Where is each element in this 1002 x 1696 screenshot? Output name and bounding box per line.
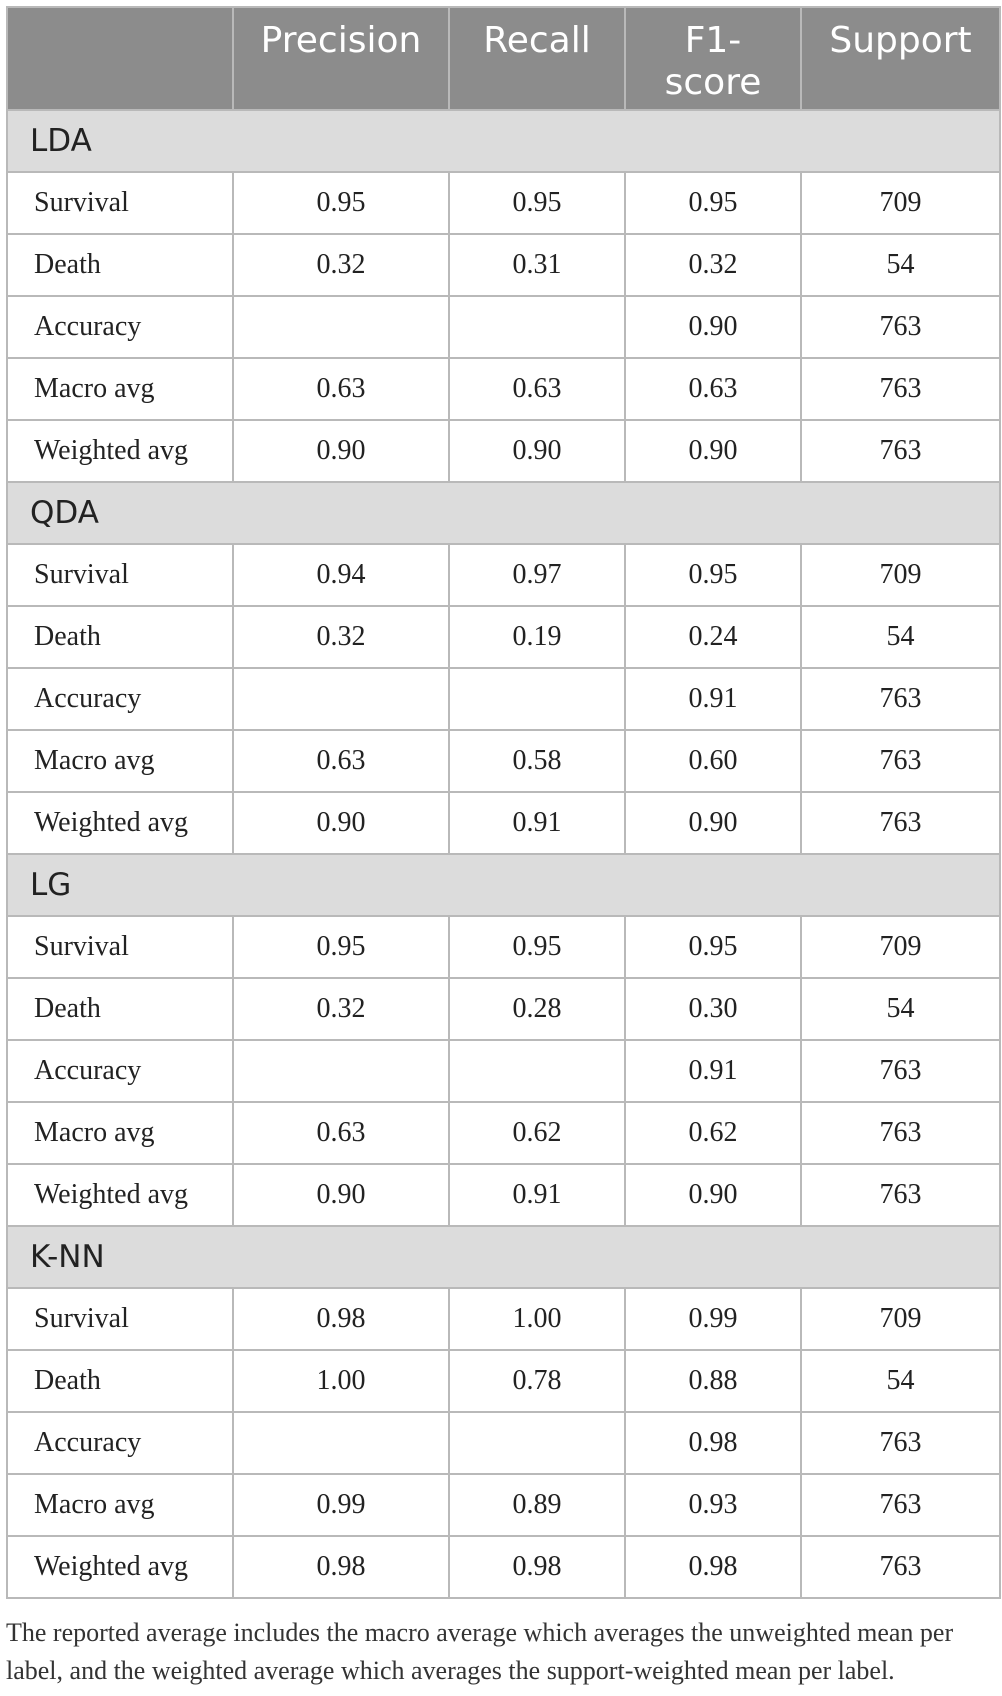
cell-recall: 0.28 bbox=[449, 978, 625, 1040]
cell-recall: 0.63 bbox=[449, 358, 625, 420]
cell-f1: 0.88 bbox=[625, 1350, 801, 1412]
cell-recall: 1.00 bbox=[449, 1288, 625, 1350]
cell-precision: 0.32 bbox=[233, 234, 449, 296]
row-label: Accuracy bbox=[7, 1040, 233, 1102]
table-row bbox=[7, 544, 1000, 606]
model-group-label: LDA bbox=[7, 110, 1000, 172]
row-label: Weighted avg bbox=[7, 420, 233, 482]
cell-f1: 0.30 bbox=[625, 978, 801, 1040]
cell-precision: 1.00 bbox=[233, 1350, 449, 1412]
row-label: Survival bbox=[7, 916, 233, 978]
table-row bbox=[7, 1040, 1000, 1102]
cell-precision bbox=[233, 296, 449, 358]
row-label: Macro avg bbox=[7, 730, 233, 792]
cell-support: 763 bbox=[801, 792, 1000, 854]
cell-f1: 0.91 bbox=[625, 1040, 801, 1102]
table-body bbox=[7, 110, 1000, 1598]
table-row bbox=[7, 792, 1000, 854]
cell-recall: 0.97 bbox=[449, 544, 625, 606]
cell-precision: 0.63 bbox=[233, 730, 449, 792]
cell-precision: 0.95 bbox=[233, 916, 449, 978]
cell-support: 763 bbox=[801, 730, 1000, 792]
cell-support: 763 bbox=[801, 668, 1000, 730]
cell-recall: 0.62 bbox=[449, 1102, 625, 1164]
cell-f1: 0.95 bbox=[625, 172, 801, 234]
cell-f1: 0.62 bbox=[625, 1102, 801, 1164]
cell-f1: 0.90 bbox=[625, 792, 801, 854]
row-label: Death bbox=[7, 234, 233, 296]
header-corner-cell bbox=[7, 7, 233, 110]
table-row bbox=[7, 606, 1000, 668]
cell-f1: 0.32 bbox=[625, 234, 801, 296]
row-label: Macro avg bbox=[7, 1474, 233, 1536]
table-row bbox=[7, 234, 1000, 296]
cell-precision: 0.63 bbox=[233, 1102, 449, 1164]
cell-support: 763 bbox=[801, 1040, 1000, 1102]
cell-recall bbox=[449, 1040, 625, 1102]
cell-recall bbox=[449, 668, 625, 730]
cell-precision: 0.32 bbox=[233, 978, 449, 1040]
table-row bbox=[7, 978, 1000, 1040]
table-row bbox=[7, 1288, 1000, 1350]
cell-support: 763 bbox=[801, 1474, 1000, 1536]
cell-support: 763 bbox=[801, 1536, 1000, 1598]
row-label: Macro avg bbox=[7, 1102, 233, 1164]
cell-f1: 0.90 bbox=[625, 420, 801, 482]
cell-support: 763 bbox=[801, 1102, 1000, 1164]
cell-f1: 0.90 bbox=[625, 296, 801, 358]
row-label: Survival bbox=[7, 1288, 233, 1350]
cell-f1: 0.95 bbox=[625, 916, 801, 978]
cell-precision: 0.94 bbox=[233, 544, 449, 606]
header-row bbox=[7, 7, 1000, 110]
cell-support: 54 bbox=[801, 606, 1000, 668]
cell-f1: 0.95 bbox=[625, 544, 801, 606]
cell-support: 54 bbox=[801, 1350, 1000, 1412]
cell-recall: 0.91 bbox=[449, 792, 625, 854]
table-row bbox=[7, 1474, 1000, 1536]
column-header-precision: Precision bbox=[233, 7, 449, 110]
row-label: Accuracy bbox=[7, 296, 233, 358]
table-row bbox=[7, 296, 1000, 358]
table-row bbox=[7, 1350, 1000, 1412]
cell-precision: 0.32 bbox=[233, 606, 449, 668]
row-label: Accuracy bbox=[7, 668, 233, 730]
table-row bbox=[7, 420, 1000, 482]
cell-recall: 0.90 bbox=[449, 420, 625, 482]
cell-precision bbox=[233, 1412, 449, 1474]
cell-support: 763 bbox=[801, 358, 1000, 420]
cell-support: 709 bbox=[801, 544, 1000, 606]
cell-recall bbox=[449, 296, 625, 358]
table-row bbox=[7, 1102, 1000, 1164]
cell-precision: 0.98 bbox=[233, 1288, 449, 1350]
cell-precision: 0.63 bbox=[233, 358, 449, 420]
cell-support: 54 bbox=[801, 234, 1000, 296]
row-label: Weighted avg bbox=[7, 1164, 233, 1226]
row-label: Death bbox=[7, 1350, 233, 1412]
cell-support: 709 bbox=[801, 916, 1000, 978]
cell-precision: 0.90 bbox=[233, 1164, 449, 1226]
cell-recall: 0.95 bbox=[449, 916, 625, 978]
table-row bbox=[7, 668, 1000, 730]
cell-precision: 0.98 bbox=[233, 1536, 449, 1598]
cell-precision: 0.90 bbox=[233, 792, 449, 854]
cell-f1: 0.98 bbox=[625, 1536, 801, 1598]
cell-recall: 0.58 bbox=[449, 730, 625, 792]
row-label: Survival bbox=[7, 172, 233, 234]
cell-precision bbox=[233, 668, 449, 730]
table-header bbox=[7, 7, 1000, 110]
row-label: Accuracy bbox=[7, 1412, 233, 1474]
cell-support: 709 bbox=[801, 172, 1000, 234]
table-row bbox=[7, 358, 1000, 420]
table-footnote: The reported average includes the macro average which averages the unweighted mean per label, and the weighted average which averages the support-weighted mean per label. bbox=[6, 1618, 954, 1685]
cell-f1: 0.63 bbox=[625, 358, 801, 420]
row-label: Death bbox=[7, 978, 233, 1040]
column-header-f1-score: F1- score bbox=[625, 7, 801, 110]
cell-support: 54 bbox=[801, 978, 1000, 1040]
cell-support: 763 bbox=[801, 1164, 1000, 1226]
row-label: Macro avg bbox=[7, 358, 233, 420]
cell-f1: 0.99 bbox=[625, 1288, 801, 1350]
cell-f1: 0.98 bbox=[625, 1412, 801, 1474]
row-label: Weighted avg bbox=[7, 792, 233, 854]
row-label: Survival bbox=[7, 544, 233, 606]
cell-precision: 0.99 bbox=[233, 1474, 449, 1536]
group-row bbox=[7, 854, 1000, 916]
cell-f1: 0.91 bbox=[625, 668, 801, 730]
group-row bbox=[7, 482, 1000, 544]
table-row bbox=[7, 1164, 1000, 1226]
row-label: Death bbox=[7, 606, 233, 668]
cell-recall: 0.31 bbox=[449, 234, 625, 296]
model-group-label: LG bbox=[7, 854, 1000, 916]
table-row bbox=[7, 1412, 1000, 1474]
group-row bbox=[7, 1226, 1000, 1288]
cell-support: 763 bbox=[801, 296, 1000, 358]
cell-recall: 0.95 bbox=[449, 172, 625, 234]
table-row bbox=[7, 172, 1000, 234]
cell-f1: 0.93 bbox=[625, 1474, 801, 1536]
table-row bbox=[7, 730, 1000, 792]
cell-support: 763 bbox=[801, 1412, 1000, 1474]
group-row bbox=[7, 110, 1000, 172]
cell-f1: 0.24 bbox=[625, 606, 801, 668]
cell-recall: 0.19 bbox=[449, 606, 625, 668]
cell-f1: 0.60 bbox=[625, 730, 801, 792]
cell-recall: 0.91 bbox=[449, 1164, 625, 1226]
column-header-recall: Recall bbox=[449, 7, 625, 110]
column-header-support: Support bbox=[801, 7, 1000, 110]
table-row bbox=[7, 916, 1000, 978]
cell-recall: 0.78 bbox=[449, 1350, 625, 1412]
cell-recall bbox=[449, 1412, 625, 1474]
classification-report-table bbox=[6, 6, 1001, 1599]
cell-recall: 0.98 bbox=[449, 1536, 625, 1598]
model-group-label: QDA bbox=[7, 482, 1000, 544]
cell-support: 763 bbox=[801, 420, 1000, 482]
cell-precision: 0.95 bbox=[233, 172, 449, 234]
cell-support: 709 bbox=[801, 1288, 1000, 1350]
table-row bbox=[7, 1536, 1000, 1598]
cell-recall: 0.89 bbox=[449, 1474, 625, 1536]
row-label: Weighted avg bbox=[7, 1536, 233, 1598]
model-group-label: K-NN bbox=[7, 1226, 1000, 1288]
cell-f1: 0.90 bbox=[625, 1164, 801, 1226]
cell-precision bbox=[233, 1040, 449, 1102]
cell-precision: 0.90 bbox=[233, 420, 449, 482]
